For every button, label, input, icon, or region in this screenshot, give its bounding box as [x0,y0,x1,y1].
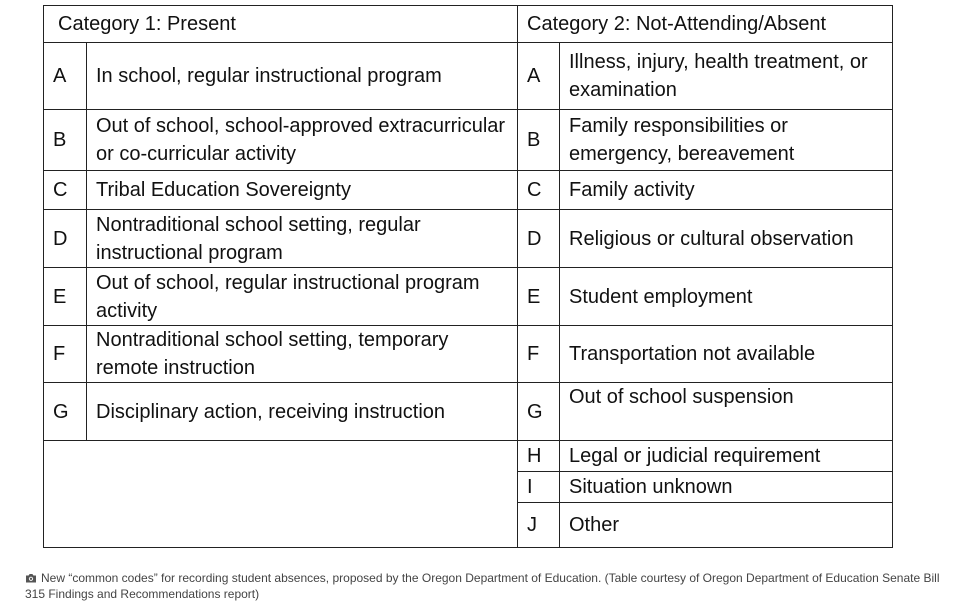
camera-icon [25,572,37,587]
present-code: C [44,171,87,210]
table-row [44,110,893,171]
present-code: G [44,383,87,441]
table-row [44,441,893,472]
absent-description: Other [560,503,893,548]
present-description: Nontraditional school setting, regular instructional program [87,210,518,268]
present-code: B [44,110,87,171]
absent-description: Situation unknown [560,472,893,503]
present-code: A [44,43,87,110]
absent-code: D [518,210,560,268]
absent-code: E [518,268,560,326]
table-header-row [44,6,893,43]
absent-code: C [518,171,560,210]
table-row [44,268,893,326]
empty-present-cell [44,441,518,548]
absent-description: Student employment [560,268,893,326]
absent-code: J [518,503,560,548]
absent-description: Out of school suspension [560,383,893,441]
present-description: Out of school, school-approved extracurricular or co-curricular activity [87,110,518,171]
table-row [44,383,893,441]
absent-code: F [518,326,560,383]
present-code: D [44,210,87,268]
absent-description: Family responsibilities or emergency, bereavement [560,110,893,171]
present-description: Nontraditional school setting, temporary remote instruction [87,326,518,383]
absent-description: Transportation not available [560,326,893,383]
table-row [44,43,893,110]
absent-code: B [518,110,560,171]
absent-description: Religious or cultural observation [560,210,893,268]
present-description: In school, regular instructional program [87,43,518,110]
absent-code: G [518,383,560,441]
caption-text: New “common codes” for recording student absences, proposed by the Oregon Department of Education. (Table courtesy of Oregon Department of Education Senate Bill 315 Findings and Recommendations report) [25,571,940,601]
table-row [44,210,893,268]
present-code: E [44,268,87,326]
present-code: F [44,326,87,383]
category-1-header: Category 1: Present [44,6,518,43]
table-row [44,326,893,383]
absent-code: I [518,472,560,503]
present-description: Disciplinary action, receiving instruction [87,383,518,441]
category-2-header: Category 2: Not-Attending/Absent [518,6,893,43]
absent-description: Family activity [560,171,893,210]
present-description: Out of school, regular instructional program activity [87,268,518,326]
absence-codes-table [43,5,893,548]
absent-description: Legal or judicial requirement [560,441,893,472]
absent-code: H [518,441,560,472]
absent-description: Illness, injury, health treatment, or examination [560,43,893,110]
photo-caption [25,571,955,602]
present-description: Tribal Education Sovereignty [87,171,518,210]
table-row [44,171,893,210]
absent-code: A [518,43,560,110]
